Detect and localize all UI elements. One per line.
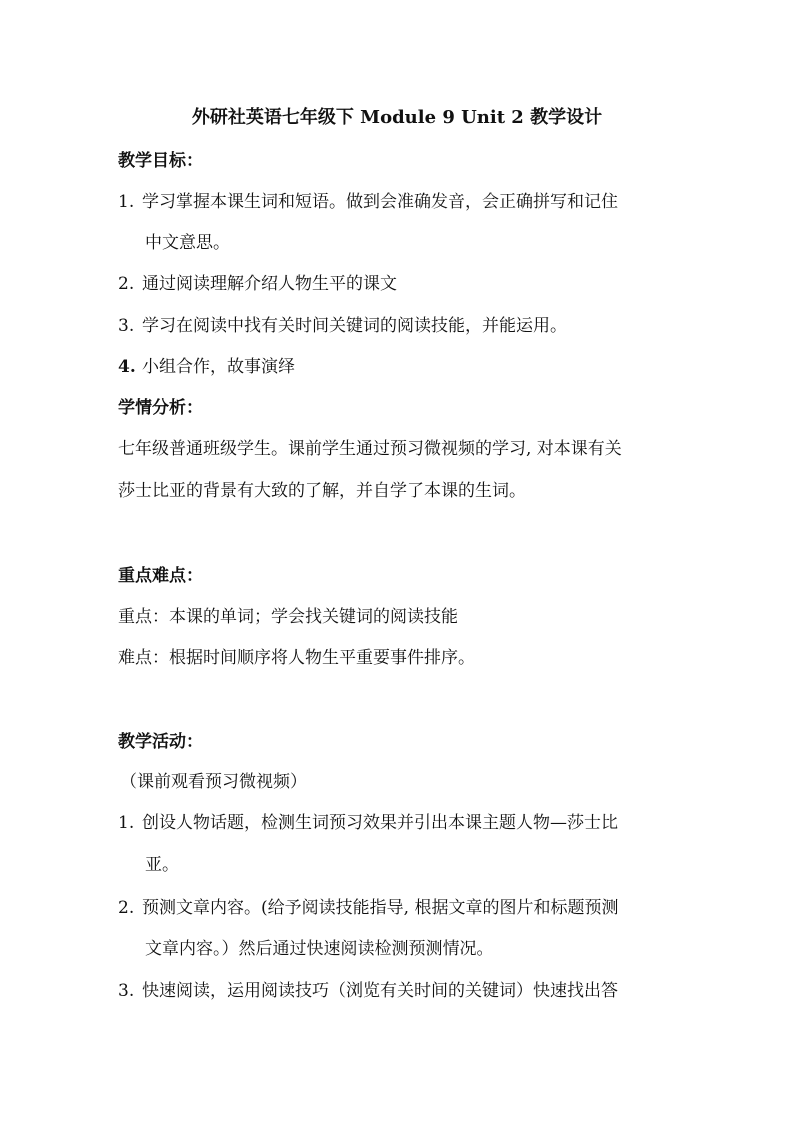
activity-item-1 [118,812,618,834]
goal-item-1 [118,191,618,213]
key-points-heading: 重点难点： [118,566,203,586]
activities-note: （课前观看预习微视频） [120,772,307,792]
activity-item-text: 创设人物话题，检测生词预习效果并引出本课主题人物—莎士比 [142,813,618,833]
analysis-line-2: 莎士比亚的背景有大致的了解，并自学了本课的生词。 [118,481,526,501]
goal-item-text: 学习掌握本课生词和短语。做到会准确发音，会正确拼写和记住 [142,192,618,212]
goal-item-text: 通过阅读理解介绍人物生平的课文 [142,274,397,294]
difficult-point-text: 难点：根据时间顺序将人物生平重要事件排序。 [118,648,475,668]
activity-item-3 [118,980,618,1002]
goal-item-3 [118,315,567,337]
activities-heading: 教学活动： [118,732,203,752]
key-point-text: 重点：本课的单词；学会找关键词的阅读技能 [118,607,458,627]
activity-item-text: 快速阅读，运用阅读技巧（浏览有关时间的关键词）快速找出答 [142,981,618,1001]
activity-item-1-continuation: 亚。 [145,855,179,875]
activity-item-number: 3. [118,981,135,1001]
goal-item-4 [118,356,295,378]
activity-item-2 [118,897,618,919]
goal-item-number: 2. [118,274,135,294]
activity-item-number: 2. [118,898,135,918]
activity-item-text: 预测文章内容。(给予阅读技能指导, 根据文章的图片和标题预测 [142,898,619,918]
goal-item-number: 4. [118,357,136,377]
goal-item-number: 3. [118,316,135,336]
goal-item-text: 学习在阅读中找有关时间关键词的阅读技能，并能运用。 [142,316,567,336]
goal-item-text: 小组合作，故事演绎 [142,357,295,377]
activity-item-2-continuation: 文章内容。）然后通过快速阅读检测预测情况。 [145,939,494,959]
goal-item-number: 1. [118,192,135,212]
goals-heading: 教学目标： [118,151,203,171]
activity-item-number: 1. [118,813,135,833]
goal-item-2 [118,273,397,295]
analysis-heading: 学情分析： [118,398,203,418]
analysis-line-1: 七年级普通班级学生。课前学生通过预习微视频的学习, 对本课有关 [118,439,622,459]
document-title: 外研社英语七年级下 Module 9 Unit 2 教学设计 [191,107,603,128]
goal-item-1-continuation: 中文意思。 [145,233,230,253]
